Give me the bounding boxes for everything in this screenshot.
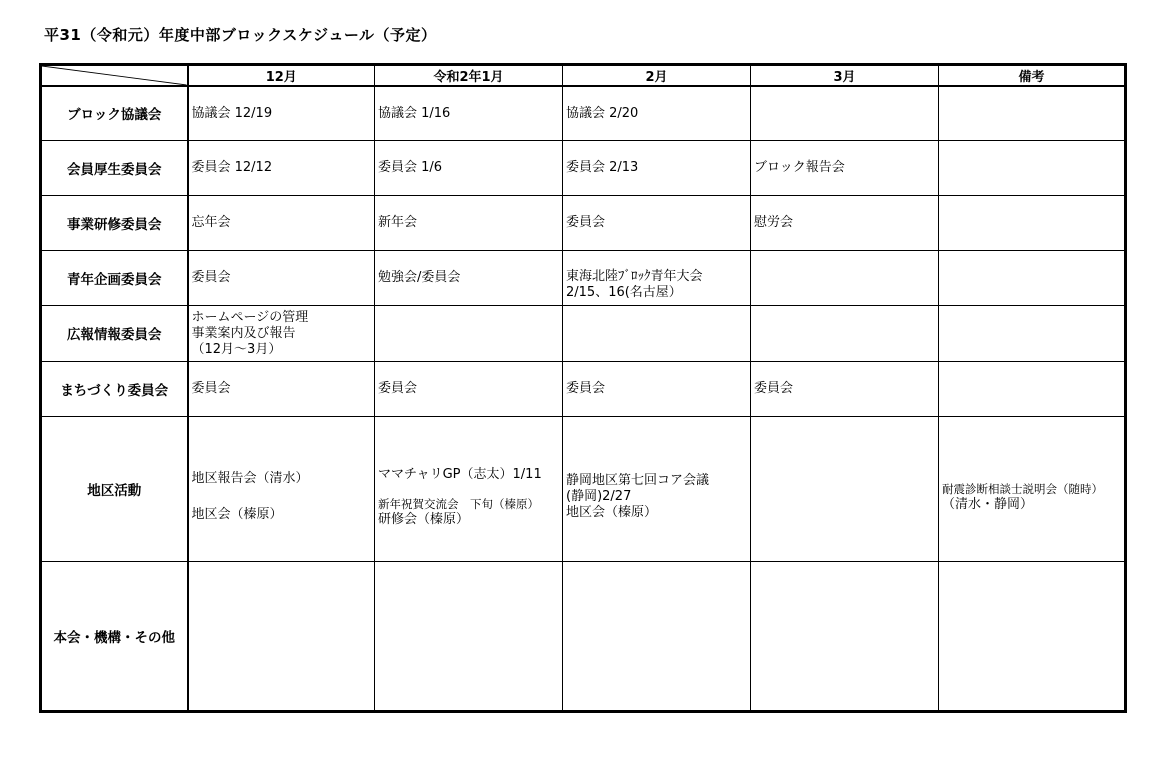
table-cell: [751, 416, 939, 561]
table-cell: [939, 561, 1126, 711]
table-cell: [939, 361, 1126, 416]
column-header: 12月: [188, 65, 375, 87]
row-label: ブロック協議会: [41, 86, 188, 140]
column-header: 2月: [563, 65, 751, 87]
table-cell: 協議会 2/20: [563, 86, 751, 140]
page-title: 平31（令和元）年度中部ブロックスケジュール（予定）: [44, 26, 437, 44]
table-cell: 忘年会: [188, 195, 375, 250]
table-cell: ホームページの管理 事業案内及び報告 （12月～3月）: [188, 305, 375, 361]
table-cell: [751, 561, 939, 711]
corner-cell: [41, 65, 188, 87]
table-cell: 委員会: [375, 361, 563, 416]
table-cell: 東海北陸ﾌﾞﾛｯｸ青年大会 2/15、16(名古屋）: [563, 250, 751, 305]
table-row: [41, 416, 1126, 561]
table-cell: 協議会 1/16: [375, 86, 563, 140]
table-row: [41, 305, 1126, 361]
table-cell: [375, 305, 563, 361]
table-row: [41, 250, 1126, 305]
header-row: [41, 65, 1126, 87]
table-cell: [939, 305, 1126, 361]
table-cell: [939, 140, 1126, 195]
table-cell: 地区報告会（清水） 地区会（榛原）: [188, 416, 375, 561]
row-label: 本会・機構・その他: [41, 561, 188, 711]
row-label: 会員厚生委員会: [41, 140, 188, 195]
table-cell: [375, 561, 563, 711]
table-cell: 委員会: [188, 250, 375, 305]
table-cell: 委員会 2/13: [563, 140, 751, 195]
table-cell: [751, 305, 939, 361]
row-label: 事業研修委員会: [41, 195, 188, 250]
table-cell: [751, 250, 939, 305]
table-cell: 新年会: [375, 195, 563, 250]
table-cell: [939, 86, 1126, 140]
row-label: まちづくり委員会: [41, 361, 188, 416]
table-cell: 委員会: [751, 361, 939, 416]
table-cell: [188, 561, 375, 711]
table-cell: 委員会: [563, 195, 751, 250]
table-cell: 慰労会: [751, 195, 939, 250]
column-header: 3月: [751, 65, 939, 87]
table-row: [41, 140, 1126, 195]
table-cell: [563, 561, 751, 711]
table-cell: 委員会: [188, 361, 375, 416]
schedule-table: [39, 63, 1127, 713]
table-cell: [563, 305, 751, 361]
table-cell: 委員会: [563, 361, 751, 416]
table-cell: ブロック報告会: [751, 140, 939, 195]
table-cell: 勉強会/委員会: [375, 250, 563, 305]
table-cell: 委員会 1/6: [375, 140, 563, 195]
table-cell: 静岡地区第七回コア会議 (静岡)2/27 地区会（榛原）: [563, 416, 751, 561]
row-label: 地区活動: [41, 416, 188, 561]
row-label: 広報情報委員会: [41, 305, 188, 361]
table-cell: 耐震診断相談士説明会（随時） （清水・静岡）: [939, 416, 1126, 561]
table-cell: 協議会 12/19: [188, 86, 375, 140]
column-header: 令和2年1月: [375, 65, 563, 87]
table-row: [41, 195, 1126, 250]
row-label: 青年企画委員会: [41, 250, 188, 305]
table-row: [41, 561, 1126, 711]
table-cell: 委員会 12/12: [188, 140, 375, 195]
table-row: [41, 361, 1126, 416]
diagonal-line-icon: [42, 66, 187, 85]
table-row: [41, 86, 1126, 140]
column-header: 備考: [939, 65, 1126, 87]
table-cell: [939, 250, 1126, 305]
table-cell: [751, 86, 939, 140]
table-cell: ママチャリGP（志太）1/11 新年祝賀交流会 下旬（榛原） 研修会（榛原）: [375, 416, 563, 561]
table-cell: [939, 195, 1126, 250]
